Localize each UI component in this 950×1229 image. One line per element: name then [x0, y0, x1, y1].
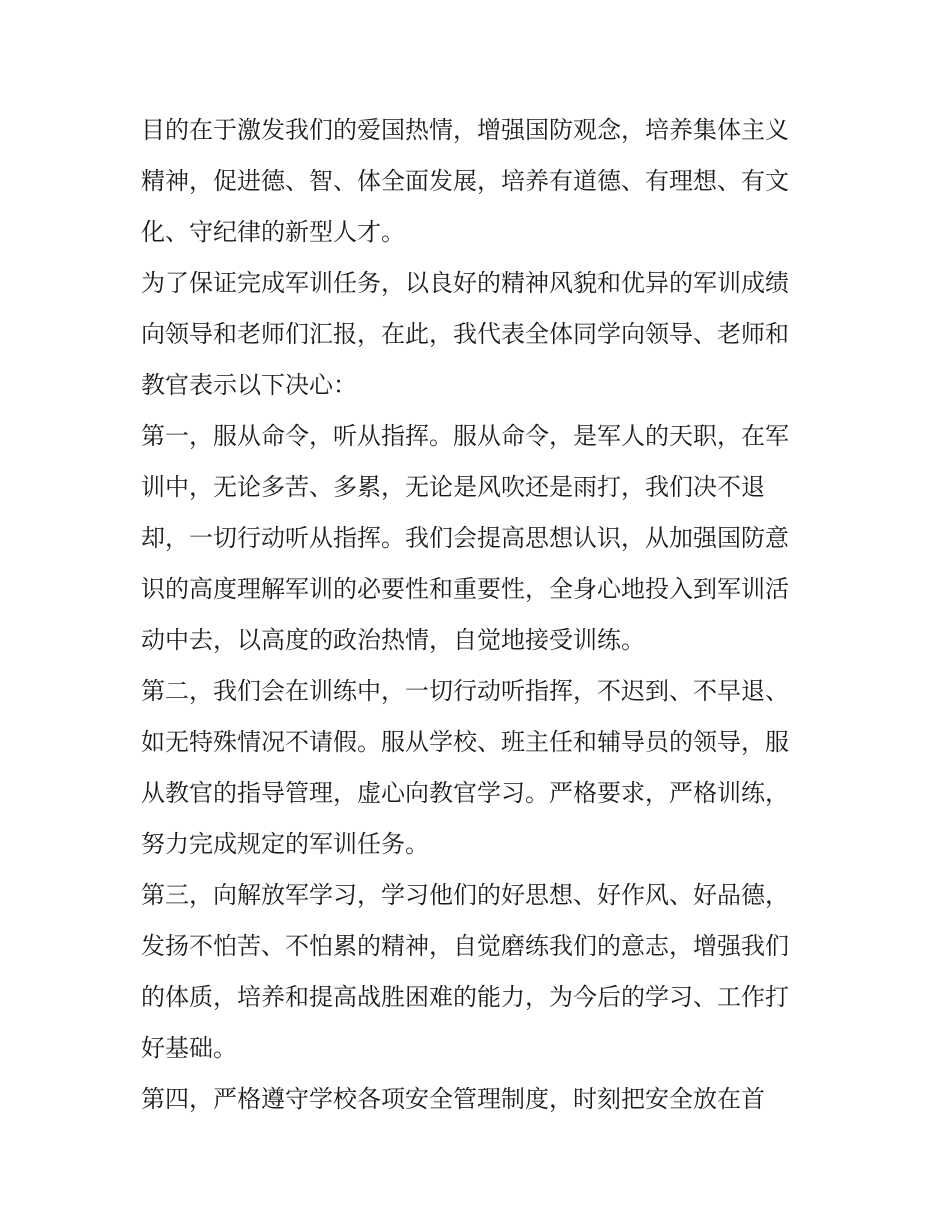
text-line: 却，一切行动听从指挥。我们会提高思想认识，从加强国防意: [141, 524, 789, 552]
text-line: 教官表示以下决心：: [141, 371, 357, 399]
text-line: 努力完成规定的军训任务。: [141, 830, 429, 858]
text-line: 第三，向解放军学习，学习他们的好思想、好作风、好品德，: [141, 881, 789, 909]
text-line: 好基础。: [141, 1034, 237, 1062]
text-line: 第一，服从命令，听从指挥。服从命令，是军人的天职，在军: [141, 422, 789, 450]
text-line: 从教官的指导管理，虚心向教官学习。严格要求，严格训练，: [141, 779, 789, 807]
text-line: 向领导和老师们汇报，在此，我代表全体同学向领导、老师和: [141, 320, 789, 348]
text-line: 精神，促进德、智、体全面发展，培养有道德、有理想、有文: [141, 167, 789, 195]
text-line: 发扬不怕苦、不怕累的精神，自觉磨练我们的意志，增强我们: [141, 932, 789, 960]
text-line: 为了保证完成军训任务，以良好的精神风貌和优异的军训成绩: [141, 269, 789, 297]
text-line: 如无特殊情况不请假。服从学校、班主任和辅导员的领导，服: [141, 728, 789, 756]
text-line: 的体质，培养和提高战胜困难的能力，为今后的学习、工作打: [141, 983, 789, 1011]
text-line: 训中，无论多苦、多累，无论是风吹还是雨打，我们决不退: [141, 473, 765, 501]
text-line: 识的高度理解军训的必要性和重要性，全身心地投入到军训活: [141, 575, 789, 603]
text-line: 目的在于激发我们的爱国热情，增强国防观念，培养集体主义: [141, 116, 789, 144]
text-line: 第四，严格遵守学校各项安全管理制度，时刻把安全放在首: [141, 1085, 765, 1113]
text-line: 动中去，以高度的政治热情，自觉地接受训练。: [141, 626, 645, 654]
text-line: 化、守纪律的新型人才。: [141, 218, 405, 246]
text-line: 第二，我们会在训练中，一切行动听指挥，不迟到、不早退、: [141, 677, 789, 705]
